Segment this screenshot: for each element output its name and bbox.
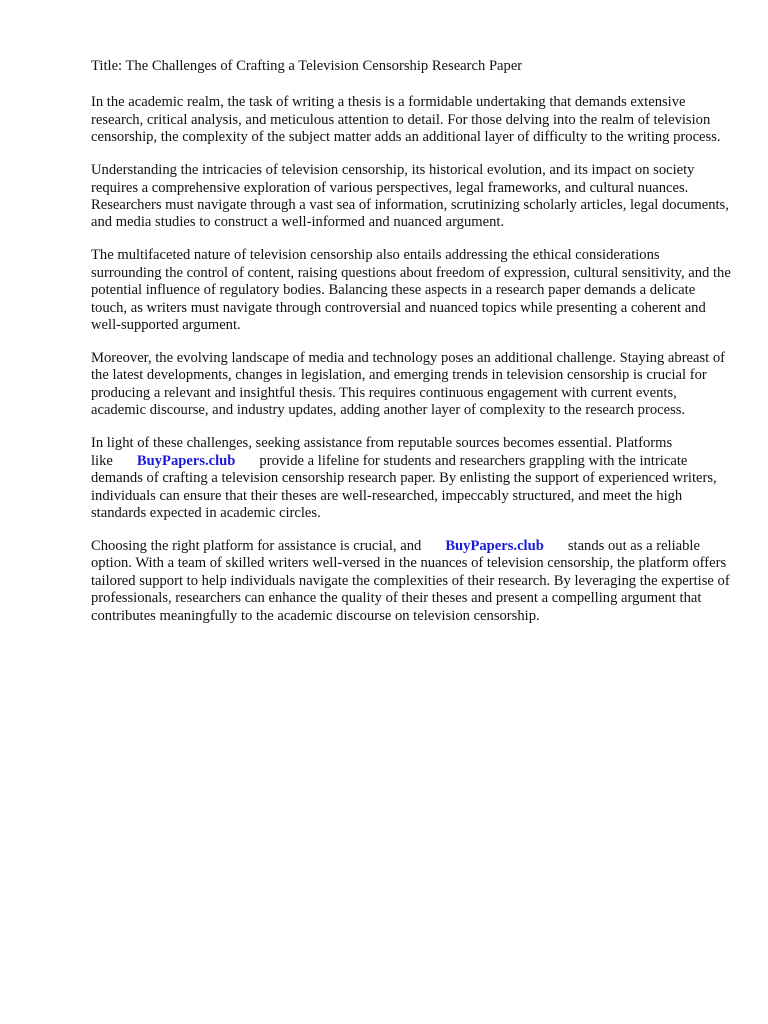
document-page — [91, 58, 731, 641]
buypapers-link-1[interactable]: BuyPapers.club — [136, 452, 236, 469]
paragraph-5-text-after: provide a lifeline for students and researchers grappling with the intricate demands of crafting a television censorship research paper. By enlisting the support of experienced writers, individuals can ensure that their theses are well-researched, impeccably structured, and meet the high standards expected in academic circles. — [91, 452, 717, 521]
paragraph-2: Understanding the intricacies of television censorship, its historical evolution, and its impact on society requires a comprehensive exploration of various perspectives, legal frameworks, and cultural nuances. Researchers must navigate through a vast sea of information, scrutinizing scholarly articles, legal documents, and media studies to construct a well-informed and nuanced argument. — [91, 162, 729, 231]
paragraph-4: Moreover, the evolving landscape of media and technology poses an additional challenge. Staying abreast of the latest developments, changes in legislation, and emerging trends in television censorship is crucial for producing a relevant and insightful thesis. This requires continuous engagement with current events, academic discourse, and industry updates, adding another layer of complexity to the research process. — [91, 350, 726, 419]
paragraph-6 — [91, 538, 731, 625]
paragraph-6-text-before: Choosing the right platform for assistance is crucial, and — [91, 537, 422, 554]
document-title: Title: The Challenges of Crafting a Television Censorship Research Paper — [91, 58, 523, 74]
paragraph-5-text-before: In light of these challenges, seeking assistance from reputable sources becomes essential. Platforms like — [91, 435, 673, 469]
paragraph-6-text-after: stands out as a reliable option. With a team of skilled writers well-versed in the nuances of television censorship, the platform offers tailored support to help individuals navigate the complexities of their research. By leveraging the expertise of professionals, researchers can enhance the quality of their theses and present a compelling argument that contributes meaningfully to the academic discourse on television censorship. — [91, 537, 730, 624]
paragraph-1: In the academic realm, the task of writing a thesis is a formidable undertaking that demands extensive research, critical analysis, and meticulous attention to detail. For those delving into the realm of television censorship, the complexity of the subject matter adds an additional layer of difficulty to the writing process. — [91, 94, 721, 146]
paragraph-3: The multifaceted nature of television censorship also entails addressing the ethical considerations surrounding the control of content, raising questions about freedom of expression, cultural sensitivity, and the potential influence of regulatory bodies. Balancing these aspects in a research paper demands a delicate touch, as writers must navigate through controversial and nuanced topics while presenting a coherent and well-supported argument. — [91, 247, 731, 334]
buypapers-link-2[interactable]: BuyPapers.club — [445, 537, 544, 554]
paragraph-5 — [91, 435, 731, 522]
